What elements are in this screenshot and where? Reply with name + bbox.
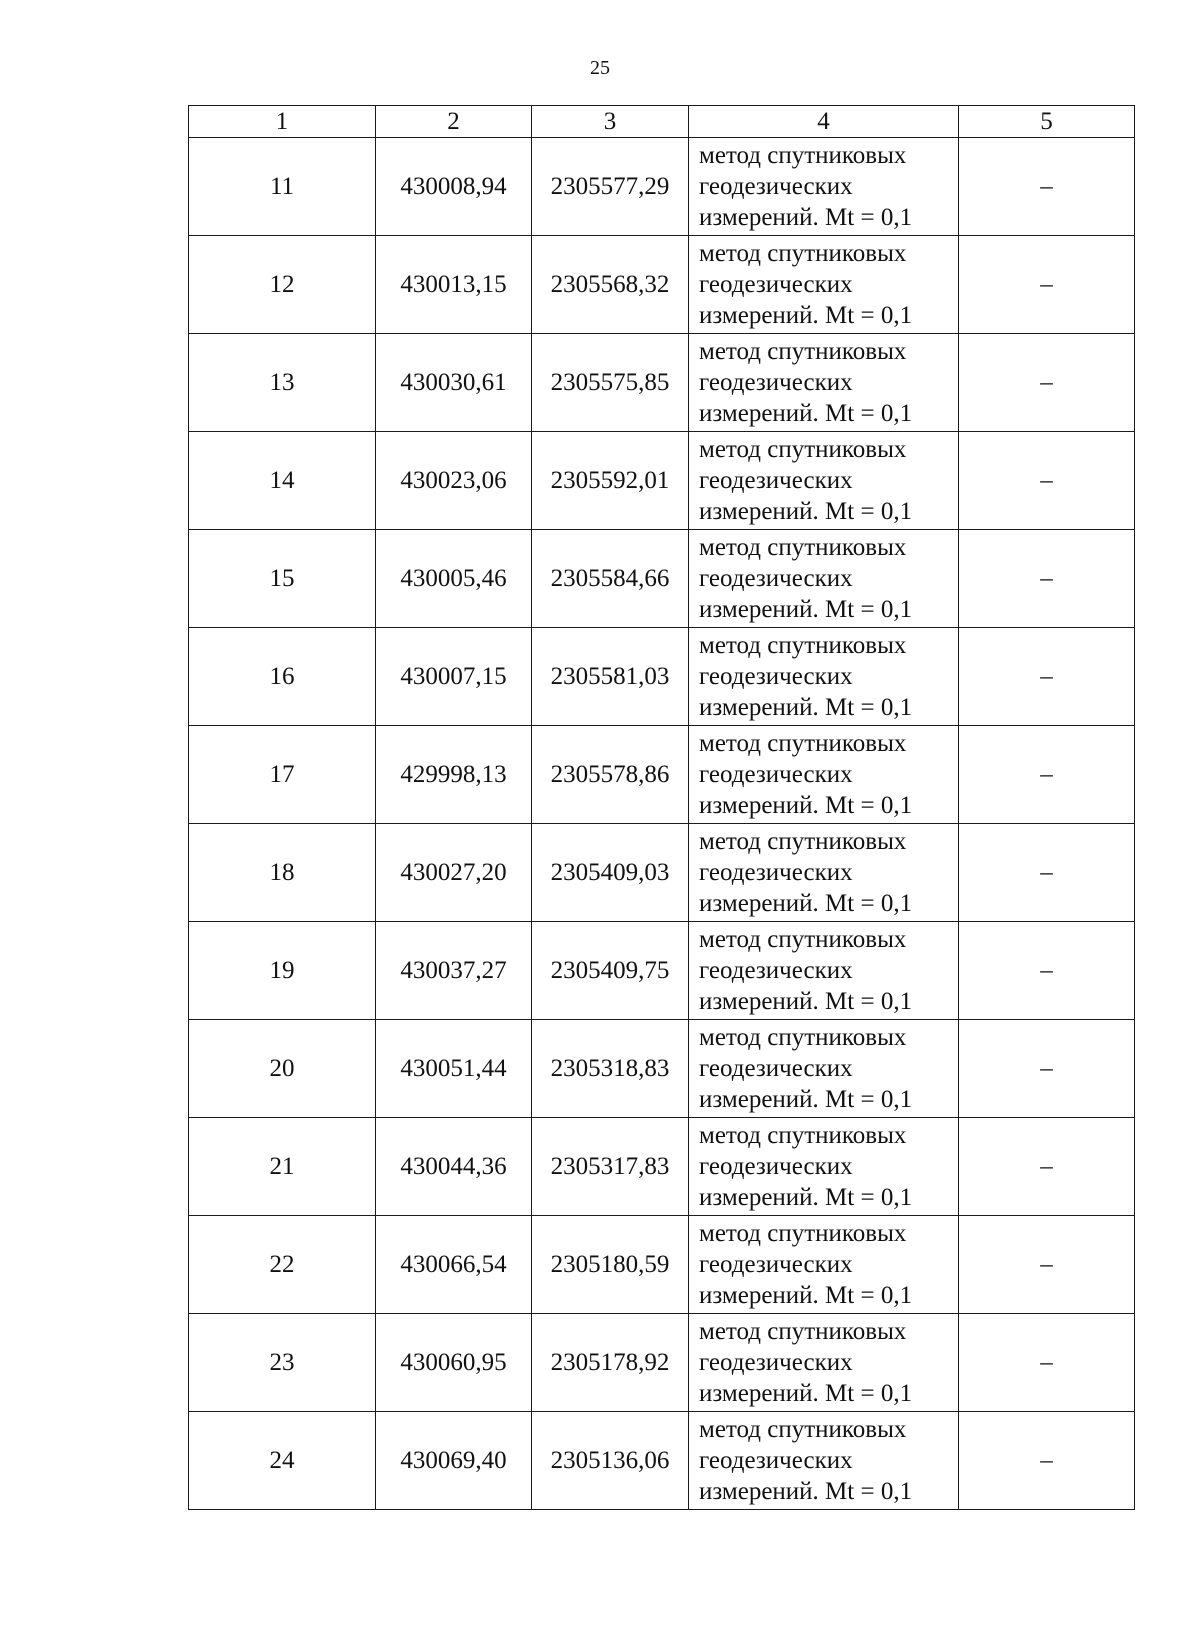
method-text-line: геодезических: [699, 1251, 853, 1278]
y-coordinate-cell: 2305317,83: [532, 1118, 689, 1216]
column-header-2: 2: [376, 106, 532, 138]
x-coordinate-cell: 430023,06: [376, 432, 532, 530]
x-coordinate-cell: 430051,44: [376, 1020, 532, 1118]
point-number-cell: 18: [189, 824, 376, 922]
method-cell: [689, 1020, 959, 1118]
note-cell: –: [959, 236, 1135, 334]
y-coordinate-cell: 2305568,32: [532, 236, 689, 334]
table-row: [189, 236, 1135, 334]
table-row: [189, 1216, 1135, 1314]
method-text-line: измерений. Mt = 0,1: [699, 1380, 913, 1407]
method-cell: [689, 530, 959, 628]
method-text-line: метод спутниковых: [699, 142, 907, 169]
x-coordinate-cell: 430066,54: [376, 1216, 532, 1314]
y-coordinate-cell: 2305577,29: [532, 138, 689, 236]
method-text-line: метод спутниковых: [699, 534, 907, 561]
method-cell: [689, 1118, 959, 1216]
method-text-line: геодезических: [699, 173, 853, 200]
x-coordinate-cell: 429998,13: [376, 726, 532, 824]
table-body: [189, 138, 1135, 1510]
x-coordinate-cell: 430008,94: [376, 138, 532, 236]
method-text-line: метод спутниковых: [699, 632, 907, 659]
method-cell: [689, 432, 959, 530]
table-row: [189, 138, 1135, 236]
method-text-line: измерений. Mt = 0,1: [699, 1184, 913, 1211]
table-row: [189, 628, 1135, 726]
method-cell: [689, 1216, 959, 1314]
method-text-line: измерений. Mt = 0,1: [699, 1282, 913, 1309]
method-text-line: измерений. Mt = 0,1: [699, 1478, 913, 1505]
method-text-line: метод спутниковых: [699, 828, 907, 855]
method-text-line: измерений. Mt = 0,1: [699, 694, 913, 721]
x-coordinate-cell: 430069,40: [376, 1412, 532, 1510]
note-cell: –: [959, 922, 1135, 1020]
table-header: [189, 106, 1135, 138]
method-text-line: метод спутниковых: [699, 1318, 907, 1345]
note-cell: –: [959, 726, 1135, 824]
method-text-line: измерений. Mt = 0,1: [699, 204, 913, 231]
y-coordinate-cell: 2305136,06: [532, 1412, 689, 1510]
method-text-line: геодезических: [699, 369, 853, 396]
note-cell: –: [959, 432, 1135, 530]
x-coordinate-cell: 430027,20: [376, 824, 532, 922]
note-cell: –: [959, 138, 1135, 236]
method-text-line: измерений. Mt = 0,1: [699, 890, 913, 917]
y-coordinate-cell: 2305409,75: [532, 922, 689, 1020]
method-cell: [689, 1314, 959, 1412]
point-number-cell: 14: [189, 432, 376, 530]
x-coordinate-cell: 430030,61: [376, 334, 532, 432]
method-text-line: геодезических: [699, 565, 853, 592]
method-cell: [689, 824, 959, 922]
point-number-cell: 19: [189, 922, 376, 1020]
note-cell: –: [959, 1118, 1135, 1216]
point-number-cell: 12: [189, 236, 376, 334]
method-text-line: геодезических: [699, 859, 853, 886]
table-row: [189, 1412, 1135, 1510]
note-cell: –: [959, 1412, 1135, 1510]
y-coordinate-cell: 2305178,92: [532, 1314, 689, 1412]
table-row: [189, 1020, 1135, 1118]
column-header-1: 1: [189, 106, 376, 138]
method-text-line: геодезических: [699, 663, 853, 690]
table-row: [189, 922, 1135, 1020]
method-text-line: метод спутниковых: [699, 338, 907, 365]
y-coordinate-cell: 2305409,03: [532, 824, 689, 922]
x-coordinate-cell: 430007,15: [376, 628, 532, 726]
note-cell: –: [959, 628, 1135, 726]
method-text-line: метод спутниковых: [699, 730, 907, 757]
y-coordinate-cell: 2305578,86: [532, 726, 689, 824]
note-cell: –: [959, 824, 1135, 922]
method-text-line: геодезических: [699, 1447, 853, 1474]
point-number-cell: 11: [189, 138, 376, 236]
point-number-cell: 13: [189, 334, 376, 432]
note-cell: –: [959, 530, 1135, 628]
page-number: 25: [590, 57, 610, 79]
method-text-line: измерений. Mt = 0,1: [699, 596, 913, 623]
point-number-cell: 16: [189, 628, 376, 726]
method-cell: [689, 138, 959, 236]
method-cell: [689, 922, 959, 1020]
method-text-line: геодезических: [699, 271, 853, 298]
point-number-cell: 22: [189, 1216, 376, 1314]
method-text-line: геодезических: [699, 761, 853, 788]
table-row: [189, 824, 1135, 922]
method-cell: [689, 726, 959, 824]
method-cell: [689, 236, 959, 334]
method-text-line: метод спутниковых: [699, 1024, 907, 1051]
note-cell: –: [959, 334, 1135, 432]
column-header-4: 4: [689, 106, 959, 138]
y-coordinate-cell: 2305318,83: [532, 1020, 689, 1118]
method-text-line: измерений. Mt = 0,1: [699, 988, 913, 1015]
point-number-cell: 23: [189, 1314, 376, 1412]
method-text-line: метод спутниковых: [699, 1122, 907, 1149]
method-text-line: геодезических: [699, 1055, 853, 1082]
method-text-line: измерений. Mt = 0,1: [699, 792, 913, 819]
point-number-cell: 17: [189, 726, 376, 824]
method-text-line: геодезических: [699, 467, 853, 494]
method-text-line: измерений. Mt = 0,1: [699, 498, 913, 525]
table-row: [189, 432, 1135, 530]
point-number-cell: 24: [189, 1412, 376, 1510]
column-header-3: 3: [532, 106, 689, 138]
method-text-line: метод спутниковых: [699, 1220, 907, 1247]
method-text-line: измерений. Mt = 0,1: [699, 302, 913, 329]
note-cell: –: [959, 1216, 1135, 1314]
point-number-cell: 15: [189, 530, 376, 628]
method-text-line: метод спутниковых: [699, 240, 907, 267]
method-text-line: измерений. Mt = 0,1: [699, 400, 913, 427]
point-number-cell: 21: [189, 1118, 376, 1216]
method-text-line: геодезических: [699, 957, 853, 984]
x-coordinate-cell: 430013,15: [376, 236, 532, 334]
method-text-line: геодезических: [699, 1349, 853, 1376]
point-number-cell: 20: [189, 1020, 376, 1118]
note-cell: –: [959, 1314, 1135, 1412]
method-text-line: метод спутниковых: [699, 926, 907, 953]
header-row: [189, 106, 1135, 138]
x-coordinate-cell: 430005,46: [376, 530, 532, 628]
table-row: [189, 530, 1135, 628]
method-cell: [689, 628, 959, 726]
x-coordinate-cell: 430037,27: [376, 922, 532, 1020]
y-coordinate-cell: 2305575,85: [532, 334, 689, 432]
table-row: [189, 334, 1135, 432]
table-row: [189, 1314, 1135, 1412]
column-header-5: 5: [959, 106, 1135, 138]
method-text-line: геодезических: [699, 1153, 853, 1180]
method-cell: [689, 334, 959, 432]
x-coordinate-cell: 430044,36: [376, 1118, 532, 1216]
y-coordinate-cell: 2305180,59: [532, 1216, 689, 1314]
method-text-line: метод спутниковых: [699, 1416, 907, 1443]
coordinates-table: [188, 105, 1135, 1510]
table-row: [189, 726, 1135, 824]
note-cell: –: [959, 1020, 1135, 1118]
y-coordinate-cell: 2305592,01: [532, 432, 689, 530]
method-text-line: измерений. Mt = 0,1: [699, 1086, 913, 1113]
x-coordinate-cell: 430060,95: [376, 1314, 532, 1412]
table-row: [189, 1118, 1135, 1216]
method-text-line: метод спутниковых: [699, 436, 907, 463]
method-cell: [689, 1412, 959, 1510]
y-coordinate-cell: 2305584,66: [532, 530, 689, 628]
y-coordinate-cell: 2305581,03: [532, 628, 689, 726]
